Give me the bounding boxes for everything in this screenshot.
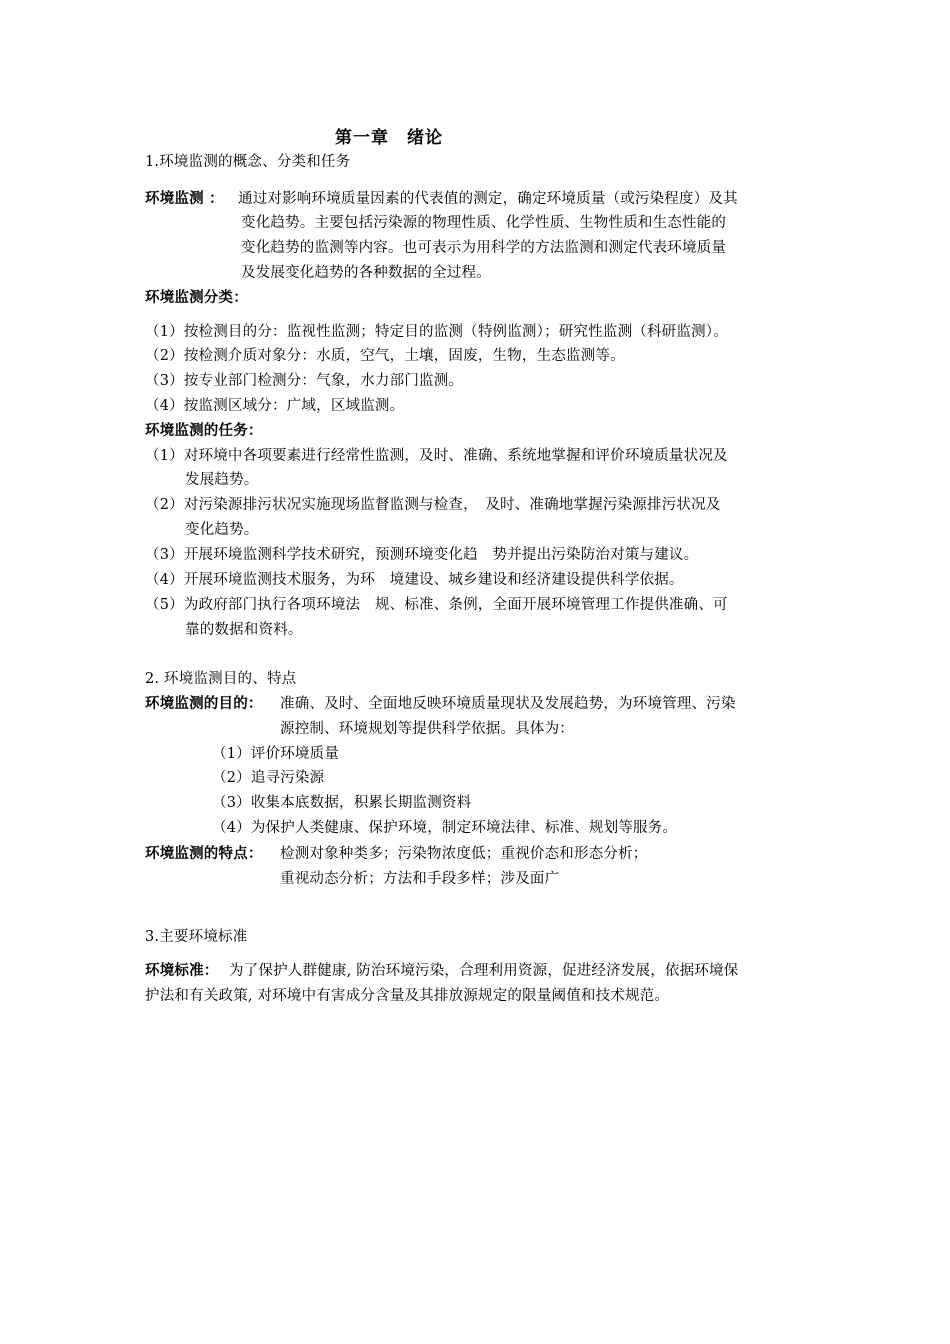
purpose-term: 环境监测的目的： bbox=[145, 695, 263, 712]
classification-item: （3）按专业部门检测分：气象，水力部门监测。 bbox=[145, 373, 464, 389]
standard-term: 环境标准： bbox=[145, 962, 219, 979]
task-line: （3）开展环境监测科学技术研究，预测环境变化趋 势并提出污染防治对策与建议。 bbox=[145, 547, 699, 563]
classification-item: （2）按检测介质对象分：水质，空气，土壤，固废，生物，生态监测等。 bbox=[145, 348, 625, 364]
section-3-heading: 3.主要环境标准 bbox=[145, 929, 248, 945]
definition-line: 通过对影响环境质量因素的代表值的测定，确定环境质量（或污染程度）及其 bbox=[238, 191, 738, 207]
classification-item: （4）按监测区域分：广域，区域监测。 bbox=[145, 398, 405, 414]
definition-line: 及发展变化趋势的各种数据的全过程。 bbox=[241, 265, 491, 281]
definition-line: 变化趋势的监测等内容。也可表示为用科学的方法监测和测定代表环境质量 bbox=[241, 240, 727, 256]
task-line: （1）对环境中各项要素进行经常性监测，及时、准确、系统地掌握和评价环境质量状况及 bbox=[145, 448, 728, 464]
features-term: 环境监测的特点： bbox=[145, 845, 263, 862]
classification-heading: 环境监测分类： bbox=[145, 289, 248, 306]
task-line: 变化趋势。 bbox=[185, 522, 259, 538]
standard-line: 护法和有关政策, 对环境中有害成分含量及其排放源规定的限量阈值和技术规范。 bbox=[145, 988, 670, 1004]
features-line: 重视动态分析；方法和手段多样；涉及面广 bbox=[280, 871, 560, 887]
task-line: （5）为政府部门执行各项环境法 规、标准、条例，全面开展环境管理工作提供准确、可 bbox=[145, 597, 728, 613]
purpose-item: （4）为保护人类健康、保护环境，制定环境法律、标准、规划等服务。 bbox=[212, 820, 678, 836]
section-1-heading: 1.环境监测的概念、分类和任务 bbox=[145, 154, 351, 170]
definition-line: 变化趋势。主要包括污染源的物理性质、化学性质、生物性质和生态性能的 bbox=[241, 215, 727, 231]
tasks-heading: 环境监测的任务： bbox=[145, 422, 263, 439]
standard-line: 为了保护人群健康, 防治环境污染，合理利用资源，促进经济发展，依据环境保 bbox=[229, 963, 739, 979]
task-line: 靠的数据和资料。 bbox=[185, 622, 303, 638]
purpose-line: 准确、及时、全面地反映环境质量现状及发展趋势，为环境管理、污染 bbox=[280, 696, 736, 712]
purpose-item: （1）评价环境质量 bbox=[212, 746, 340, 762]
purpose-item: （2）追寻污染源 bbox=[212, 770, 325, 786]
definition-term: 环境监测 ： bbox=[145, 190, 224, 207]
purpose-line: 源控制、环境规划等提供科学依据。具体为： bbox=[280, 721, 574, 737]
task-line: 发展趋势。 bbox=[185, 472, 259, 488]
chapter-title: 第一章 绪论 bbox=[335, 128, 443, 148]
features-line: 检测对象种类多；污染物浓度低；重视价态和形态分析； bbox=[280, 846, 648, 862]
task-line: （2）对污染源排污状况实施现场监督监测与检查， 及时、准确地掌握污染源排污状况及 bbox=[145, 497, 721, 513]
purpose-item: （3）收集本底数据，积累长期监测资料 bbox=[212, 795, 472, 811]
classification-item: （1）按检测目的分：监视性监测；特定目的监测（特例监测）；研究性监测（科研监测）。 bbox=[145, 324, 728, 340]
task-line: （4）开展环境监测技术服务，为环 境建设、城乡建设和经济建设提供科学依据。 bbox=[145, 572, 684, 588]
section-2-heading: 2. 环境监测目的、特点 bbox=[145, 671, 297, 687]
